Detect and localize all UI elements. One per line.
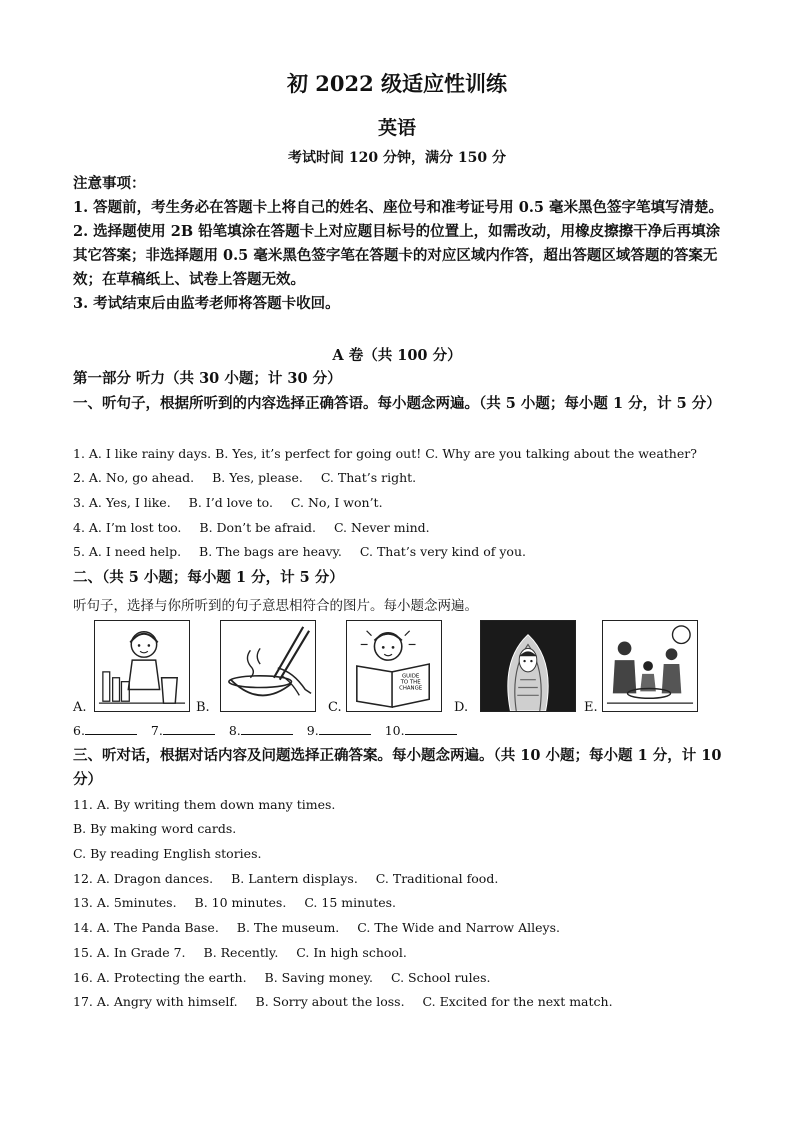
question-number: 5. A.	[73, 544, 102, 559]
girl-with-bottles-icon	[95, 621, 189, 711]
picture-label: C.	[328, 700, 342, 715]
question-row	[73, 445, 733, 463]
note-item: 2. 选择题使用 2B 铅笔填涂在答题卡上对应题目标号的位置上，如需改动，用橡皮擦擦干净后再填涂其它答案；非选择题用 0.5 毫米黑色签字笔在答题卡的对应区域内作答，超出答题区域答题的答案无效；在草稿纸上、试卷上答题无效。	[73, 223, 721, 288]
question-number: 2. A.	[73, 470, 102, 485]
option-c: C. The Wide and Narrow Alleys.	[357, 920, 560, 935]
picture-label: B.	[196, 700, 210, 715]
picture-d	[480, 620, 576, 712]
option-b: B. Don’t be afraid.	[199, 520, 316, 535]
option-a: Dragon dances.	[113, 871, 214, 886]
blank-number: 10.	[384, 723, 405, 738]
option-a: Angry with himself.	[113, 994, 238, 1009]
section3-heading: 三、听对话，根据对话内容及问题选择正确答案。每小题念两遍。（共 10 小题；每小题 1 分，计 10 分）	[73, 747, 722, 788]
option-a: I’m lost too.	[105, 520, 182, 535]
book-cover-text: TO THE	[400, 679, 421, 686]
question-number: 12. A.	[73, 871, 110, 886]
option-b: B. 10 minutes.	[194, 895, 287, 910]
chopsticks-bowl-icon	[221, 621, 315, 711]
option-c: C. Why are you talking about the weather?	[425, 446, 697, 461]
option-a: No, go ahead.	[105, 470, 195, 485]
option-b: B. Yes, please.	[212, 470, 303, 485]
option-b: B. Lantern displays.	[231, 871, 358, 886]
part1-heading: 第一部分 听力（共 30 小题；计 30 分）	[73, 370, 342, 387]
question-row	[73, 969, 733, 987]
book-cover-text: CHANGE	[399, 685, 423, 692]
option-b: B. The museum.	[236, 920, 340, 935]
question-number: 17. A.	[73, 994, 110, 1009]
option-c: C. Traditional food.	[375, 871, 499, 886]
question-row	[73, 870, 733, 888]
picture-label: D.	[454, 700, 469, 715]
notes-block	[73, 172, 733, 316]
option-a: In Grade 7.	[113, 945, 186, 960]
picture-e	[602, 620, 698, 712]
notes-heading: 注意事项：	[73, 175, 146, 192]
boy-reading-icon	[347, 621, 441, 711]
section2-heading: 二、（共 5 小题；每小题 1 分，计 5 分）	[73, 569, 344, 586]
option-c: C. Never mind.	[333, 520, 430, 535]
question-row: 11. A. By writing them down many times.	[73, 797, 336, 812]
question-number: 16. A.	[73, 970, 110, 985]
option-a: I need help.	[105, 544, 182, 559]
blank-number: 7.	[150, 723, 163, 738]
exam-subject: 英语	[377, 117, 416, 139]
option-b: B. The bags are heavy.	[199, 544, 342, 559]
picture-c	[346, 620, 442, 712]
question-row	[73, 469, 733, 487]
option-c: C. Excited for the next match.	[422, 994, 613, 1009]
option-a: 5minutes.	[113, 895, 177, 910]
option-a: Yes, I like.	[105, 495, 171, 510]
question-row	[73, 894, 733, 912]
section2-instruction: 听句子，选择与你所听到的句子意思相符合的图片。每小题念两遍。	[73, 598, 478, 614]
note-item: 1. 答题前，考生务必在答题卡上将自己的姓名、座位号和准考证号用 0.5 毫米黑色签字笔填写清楚。	[73, 199, 724, 216]
option-b: B. Yes, it’s perfect for going out!	[215, 446, 422, 461]
option-b: B. Saving money.	[264, 970, 373, 985]
question-row	[73, 919, 733, 937]
picture-b	[220, 620, 316, 712]
option-a: The Panda Base.	[113, 920, 219, 935]
exam-time-info: 考试时间 120 分钟，满分 150 分	[288, 150, 506, 166]
answer-blank[interactable]	[241, 722, 293, 735]
section1-heading: 一、听句子，根据所听到的内容选择正确答语。每小题念两遍。（共 5 小题；每小题 1 分，计 5 分）	[73, 395, 721, 412]
picture-a	[94, 620, 190, 712]
option-b: B. Recently.	[203, 945, 279, 960]
answer-blank[interactable]	[85, 722, 137, 735]
girl-in-shawl-icon	[481, 621, 575, 711]
question-number: 14. A.	[73, 920, 110, 935]
blank-number: 8.	[228, 723, 241, 738]
option-c: C. That’s right.	[320, 470, 417, 485]
answer-blank[interactable]	[163, 722, 215, 735]
question-row	[73, 944, 733, 962]
exam-title: 初 2022 级适应性训练	[286, 71, 508, 96]
option-c: C. 15 minutes.	[304, 895, 397, 910]
answer-blank[interactable]	[405, 722, 457, 735]
blank-number: 6.	[73, 723, 85, 738]
question-row: C. By reading English stories.	[73, 846, 262, 861]
question-row	[73, 519, 733, 537]
option-c: C. That’s very kind of you.	[359, 544, 526, 559]
option-b: B. Sorry about the loss.	[255, 994, 405, 1009]
option-c: C. No, I won’t.	[290, 495, 383, 510]
question-number: 1. A.	[73, 446, 102, 461]
picture-label: E.	[584, 700, 598, 715]
blank-number: 9.	[306, 723, 319, 738]
option-c: C. School rules.	[390, 970, 491, 985]
picture-label: A.	[73, 700, 87, 715]
option-c: C. In high school.	[296, 945, 407, 960]
family-dinner-icon	[603, 621, 697, 711]
question-row	[73, 993, 733, 1011]
question-number: 15. A.	[73, 945, 110, 960]
answer-blanks	[73, 722, 467, 738]
option-a: Protecting the earth.	[113, 970, 247, 985]
question-row	[73, 543, 733, 561]
answer-blank[interactable]	[319, 722, 371, 735]
option-a: I like rainy days.	[105, 446, 212, 461]
volume-a-heading: A 卷（共 100 分）	[332, 347, 462, 364]
option-b: B. I’d love to.	[188, 495, 273, 510]
question-row: B. By making word cards.	[73, 821, 237, 836]
note-item: 3. 考试结束后由监考老师将答题卡收回。	[73, 295, 340, 312]
question-number: 13. A.	[73, 895, 110, 910]
question-number: 3. A.	[73, 495, 102, 510]
question-number: 4. A.	[73, 520, 102, 535]
question-row	[73, 494, 733, 512]
book-cover-text: GUIDE	[402, 673, 420, 680]
